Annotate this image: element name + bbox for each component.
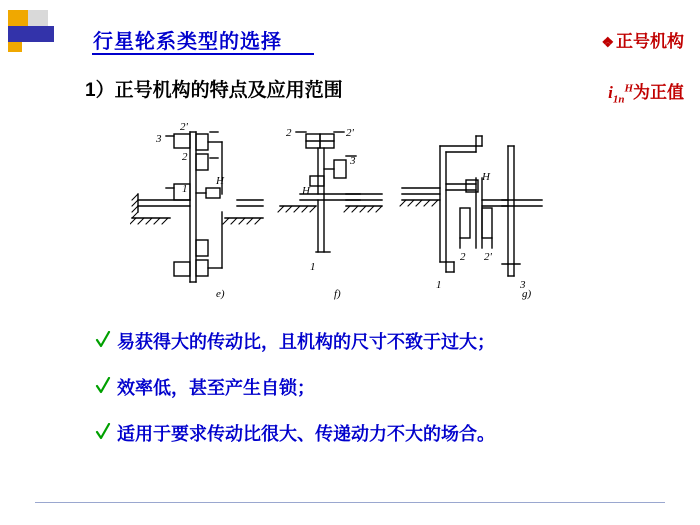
deco-square-blue-right [28,26,54,42]
figure-e-label-3: 3 [156,133,162,145]
list-item-label: 适用于要求传动比很大、传递动力不大的场合。 [117,424,495,444]
list-item [95,376,655,400]
check-icon [95,377,111,395]
figure-e-caption: e) [216,288,225,300]
check-icon [95,331,111,349]
check-icon [95,423,111,441]
figure-e-label-H: H [216,175,224,187]
corner-formula [608,78,684,105]
list-item-label: 易获得大的传动比，且机构的尺寸不致于过大； [117,332,495,352]
formula-variable: i [608,83,613,102]
title-underline [92,53,314,55]
figure-g-label-1: 1 [436,279,442,291]
figure-e-label-2p: 2' [180,121,188,133]
formula-tail: 为正值 [633,83,684,102]
corner-note [601,27,684,52]
page-title: 行星轮系类型的选择 [93,31,282,53]
figure-f-label-2: 2 [286,127,292,139]
figure-f-label-1: 1 [310,261,316,273]
list-item [95,330,655,354]
deco-square-blue-left [8,26,28,42]
figure-g-caption: g) [522,288,532,300]
figure-f-label-H: H [302,185,310,197]
figure-f-label-3: 3 [350,155,356,167]
corner-note-label: 正号机构 [616,32,684,51]
figure-f-label-2p: 2' [346,127,354,139]
figure-e-label-1: 1 [182,183,188,195]
section-subheading: 1）正号机构的特点及应用范围 [85,80,343,101]
deco-square-gray [28,10,48,26]
figure-g-label-H: H [482,171,490,183]
footer-divider [35,502,665,503]
figure-e-label-2: 2 [182,151,188,163]
formula-superscript: H [624,82,633,95]
figure-g-label-2: 2 [460,251,466,263]
deco-square-yellow-small [8,42,22,52]
gear-train-figure [130,112,570,312]
figure-f-caption: f) [334,288,341,300]
deco-square-yellow [8,10,28,26]
diamond-bullet-icon: ❖ [601,34,614,50]
list-item-label: 效率低，甚至产生自锁； [117,378,315,398]
figure-g-label-3: 3 [520,279,526,291]
corner-decoration [8,10,58,52]
list-item [95,422,655,446]
figure-g-label-2p: 2' [484,251,492,263]
bullet-list [95,330,655,468]
formula-subscript: 1n [612,93,625,106]
